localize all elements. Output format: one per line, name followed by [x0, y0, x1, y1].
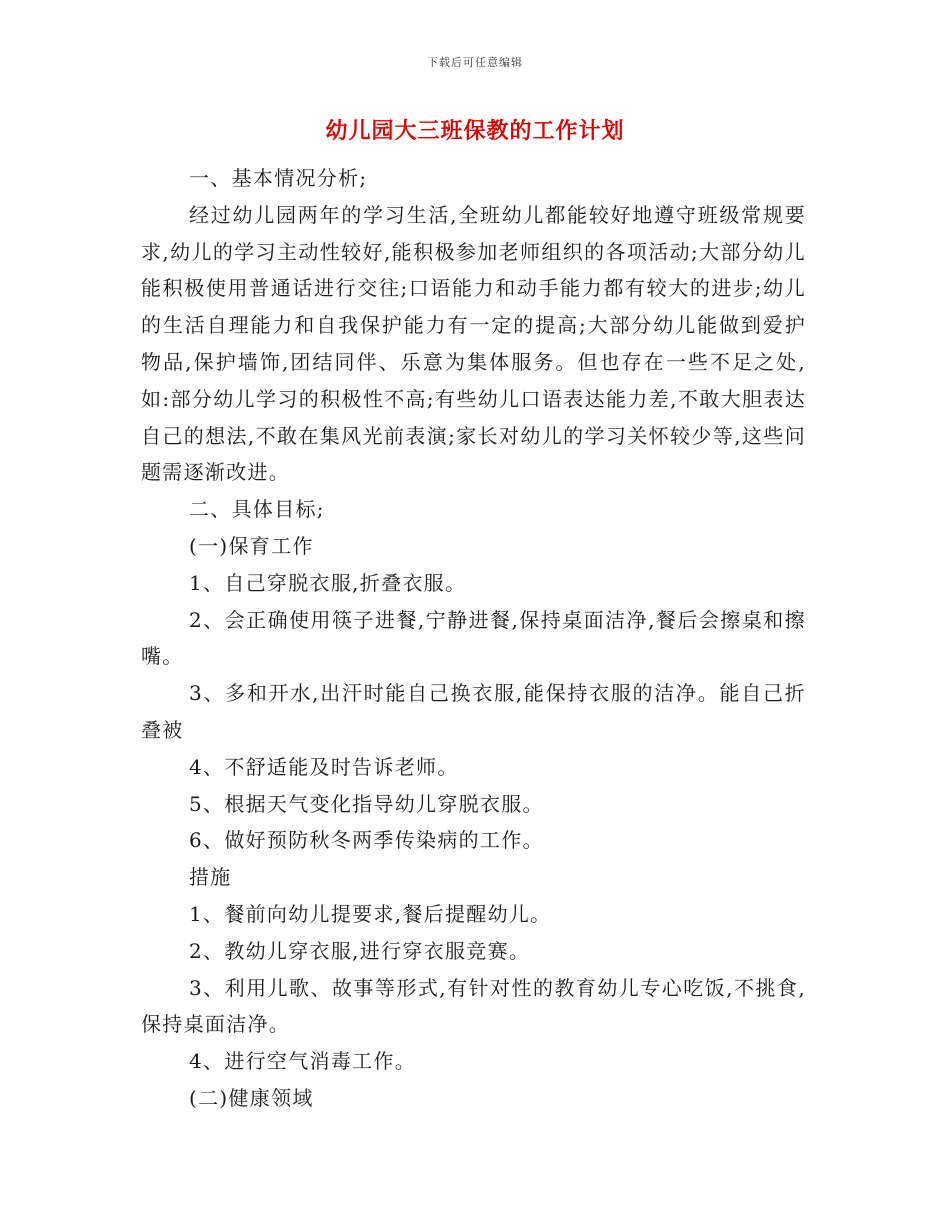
- measure-item-2: 2、教幼儿穿衣服,进行穿衣服竞赛。: [189, 938, 531, 963]
- care-item-5: 5、根据天气变化指导幼儿穿脱衣服。: [189, 791, 544, 816]
- subsection-heading-health: (二)健康领域: [189, 1085, 314, 1110]
- page-title: 幼儿园大三班保教的工作计划: [325, 118, 625, 144]
- subsection-heading-care-work: (一)保育工作: [189, 533, 314, 558]
- care-item-6: 6、做好预防秋冬两季传染病的工作。: [189, 828, 544, 853]
- analysis-paragraph: 经过幼儿园两年的学习生活,全班幼儿都能较好地遵守班级常规要求,幼儿的学习主动性较好,能积极参加老师组织的各项活动;大部分幼儿能积极使用普通话进行交往;口语能力和动手能力都有较大的进步;幼儿的生活自理能力和自我保护能力有一定的提高;大部分幼儿能做到爱护物品,保护墙饰,团结同伴、乐意为集体服务。但也存在一些不足之处,如:部分幼儿学习的积极性不高;有些幼儿口语表达能力差,不敢大胆表达自己的想法,不敢在集风光前表演;家长对幼儿的学习关怀较少等,这些问题需逐渐改进。: [141, 202, 806, 485]
- care-item-3: 3、多和开水,出汗时能自己换衣服,能保持衣服的洁净。能自己折叠被: [141, 681, 806, 742]
- section-heading-basic-analysis: 一、基本情况分析;: [189, 166, 368, 190]
- care-item-2: 2、会正确使用筷子进餐,宁静进餐,保持桌面洁净,餐后会擦桌和擦嘴。: [141, 607, 806, 669]
- section-heading-specific-goals: 二、具体目标;: [189, 497, 325, 522]
- measure-item-1: 1、餐前向幼儿提要求,餐后提醒幼儿。: [189, 901, 552, 926]
- care-item-1: 1、自己穿脱衣服,折叠衣服。: [189, 570, 467, 595]
- measure-item-3: 3、利用儿歌、故事等形式,有针对性的教育幼儿专心吃饭,不挑食,保持桌面洁净。: [141, 975, 806, 1037]
- measure-item-4: 4、进行空气消毒工作。: [189, 1049, 417, 1074]
- header-note: 下载后可任意编辑: [427, 56, 523, 69]
- document-body: [141, 160, 806, 1117]
- care-item-4: 4、不舒适能及时告诉老师。: [189, 754, 459, 779]
- measures-heading: 措施: [189, 865, 232, 890]
